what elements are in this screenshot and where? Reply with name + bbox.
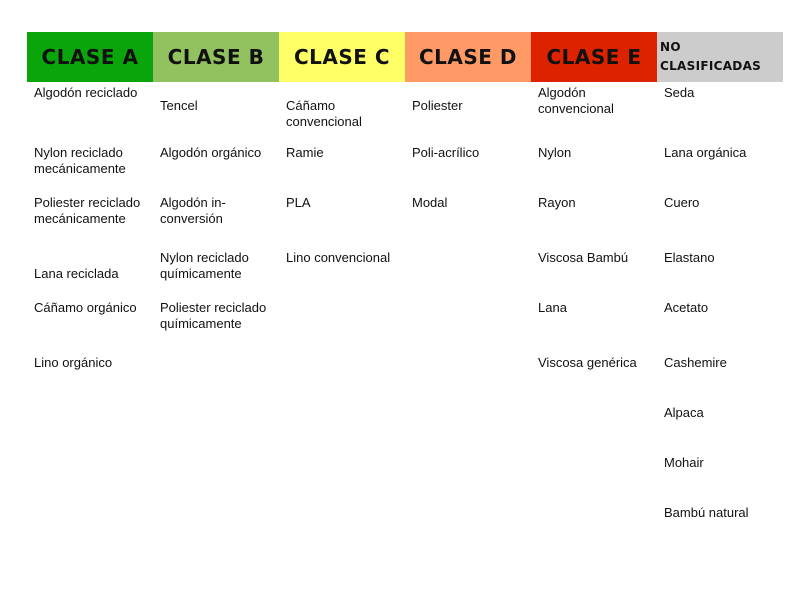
list-item: Mohair <box>664 455 704 470</box>
list-item: Lino convencional <box>286 250 391 265</box>
header-clase-b: CLASE B <box>153 32 279 82</box>
list-item: Algodón convencional <box>538 85 614 116</box>
column-clase-c <box>279 82 405 582</box>
list-item: Nylon reciclado químicamente <box>160 250 249 281</box>
header-clase-c: CLASE C <box>279 32 405 82</box>
list-item: Poli-acrílico <box>412 145 480 160</box>
column-clase-e <box>531 82 657 582</box>
list-item: Rayon <box>538 195 576 210</box>
list-item: Nylon reciclado mecánicamente <box>34 145 126 176</box>
list-item: Viscosa genérica <box>538 355 637 370</box>
list-item: Nylon <box>538 145 572 160</box>
header-no-clasificadas: NO CLASIFICADAS <box>657 32 783 82</box>
list-item: Poliester reciclado químicamente <box>160 300 267 331</box>
list-item: Lana orgánica <box>664 145 747 160</box>
column-clase-b <box>153 82 279 582</box>
list-item: Algodón reciclado <box>34 85 138 100</box>
header-clase-e: CLASE E <box>531 32 657 82</box>
columns-body <box>27 82 784 582</box>
list-item: Poliester reciclado mecánicamente <box>34 195 141 226</box>
list-item: Cáñamo convencional <box>286 98 362 129</box>
list-item: Cashemire <box>664 355 727 370</box>
list-item: Cáñamo orgánico <box>34 300 137 315</box>
column-clase-d <box>405 82 531 582</box>
list-item: Modal <box>412 195 448 210</box>
header-clase-a: CLASE A <box>27 32 153 82</box>
list-item: Elastano <box>664 250 715 265</box>
header-row <box>27 32 784 82</box>
list-item: Algodón orgánico <box>160 145 262 160</box>
list-item: Cuero <box>664 195 700 210</box>
header-clase-d: CLASE D <box>405 32 531 82</box>
column-no-clasificadas <box>657 82 783 582</box>
list-item: PLA <box>286 195 311 210</box>
list-item: Algodón in-conversión <box>160 195 226 226</box>
list-item: Lana <box>538 300 567 315</box>
list-item: Lino orgánico <box>34 355 113 370</box>
list-item: Bambú natural <box>664 505 749 520</box>
list-item: Seda <box>664 85 695 100</box>
column-clase-a <box>27 82 153 582</box>
list-item: Ramie <box>286 145 324 160</box>
list-item: Viscosa Bambú <box>538 250 629 265</box>
list-item: Tencel <box>160 98 198 113</box>
list-item: Poliester <box>412 98 463 113</box>
list-item: Lana reciclada <box>34 266 119 281</box>
list-item: Acetato <box>664 300 709 315</box>
list-item: Alpaca <box>664 405 704 420</box>
